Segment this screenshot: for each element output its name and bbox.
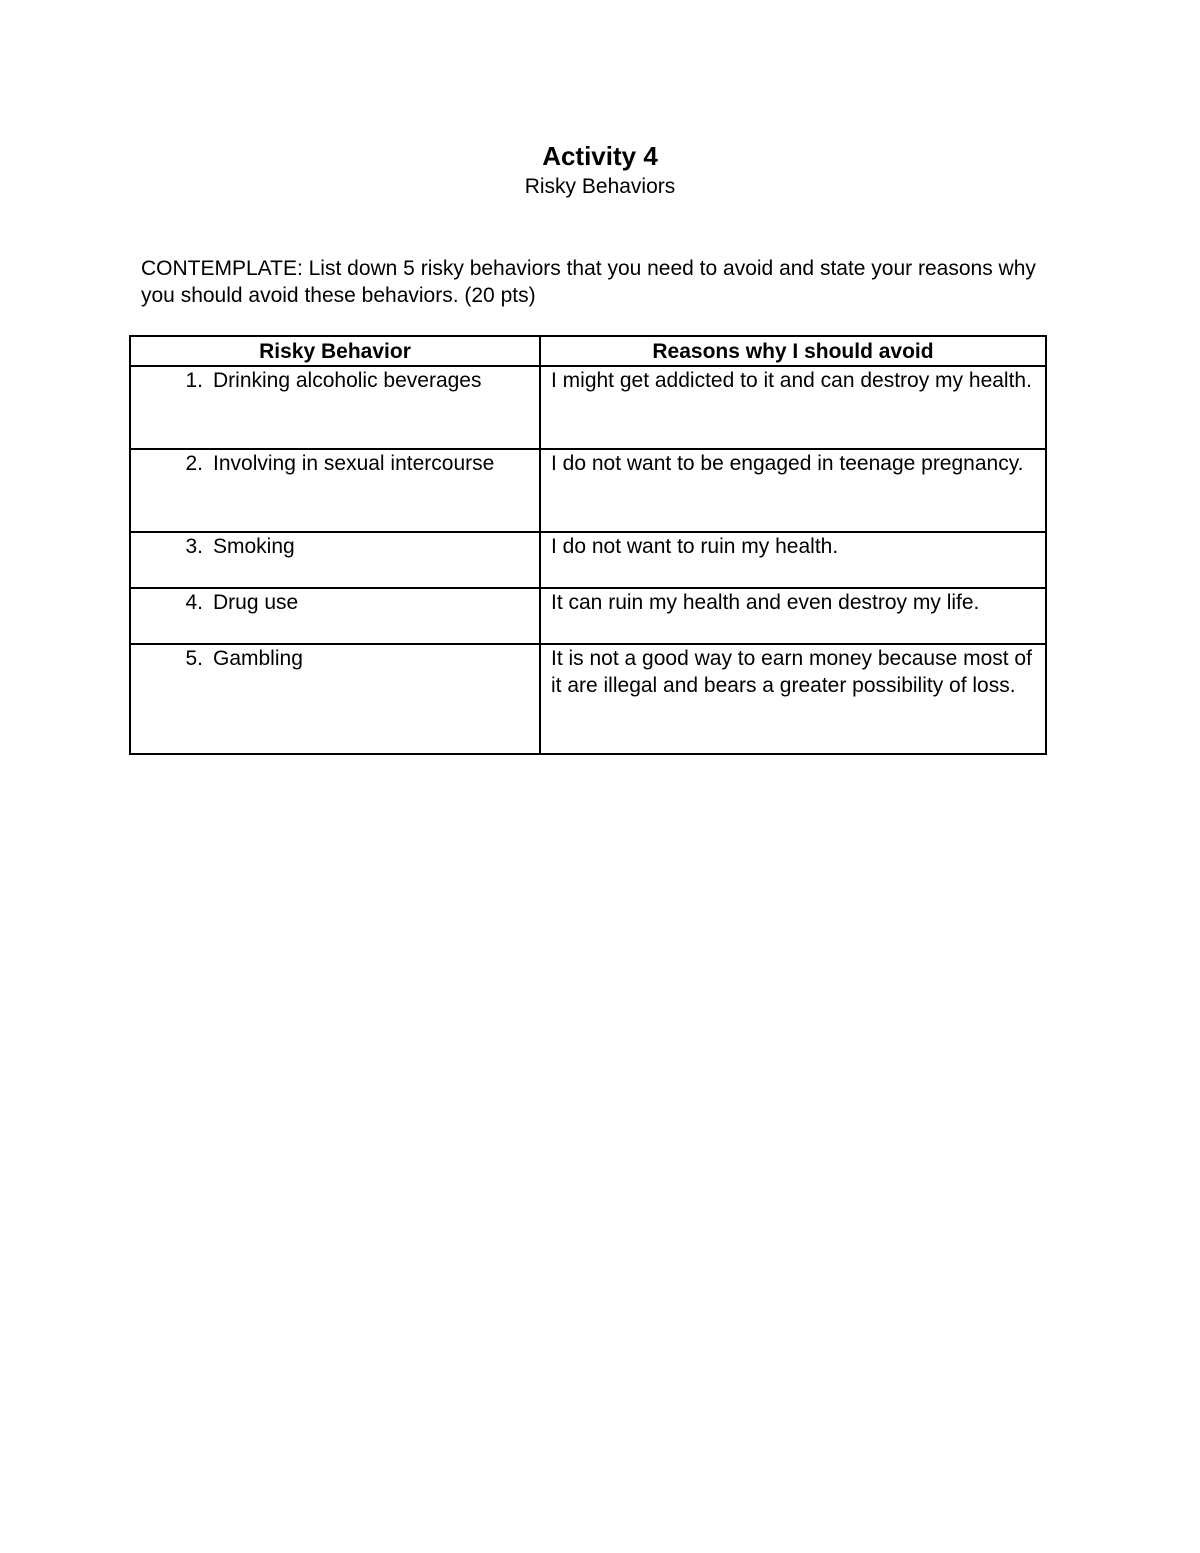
behavior-text: Drug use (213, 591, 299, 614)
behavior-cell (130, 588, 540, 644)
risky-behavior-table (129, 335, 1047, 755)
reason-cell: It can ruin my health and even destroy my life. (540, 588, 1046, 644)
instructions-paragraph: CONTEMPLATE: List down 5 risky behaviors that you need to avoid and state your reasons why you should avoid these behaviors. (20 pts) (141, 257, 1036, 307)
document-title: Activity 4 (542, 141, 658, 171)
reason-cell: It is not a good way to earn money because most of it are illegal and bears a greater possibility of loss. (540, 644, 1046, 754)
item-number: 3. (185, 535, 203, 558)
header-risky-behavior: Risky Behavior (130, 336, 540, 366)
table-header-row (130, 336, 1046, 366)
behavior-cell (130, 532, 540, 588)
header-reasons: Reasons why I should avoid (540, 336, 1046, 366)
reason-cell: I do not want to ruin my health. (540, 532, 1046, 588)
table-row (130, 532, 1046, 588)
item-number: 4. (185, 591, 203, 614)
reason-cell: I do not want to be engaged in teenage pregnancy. (540, 449, 1046, 532)
table-row (130, 366, 1046, 449)
behavior-cell (130, 644, 540, 754)
reason-cell: I might get addicted to it and can destroy my health. (540, 366, 1046, 449)
behavior-text: Drinking alcoholic beverages (213, 369, 482, 392)
behavior-text: Smoking (213, 535, 295, 558)
behavior-cell (130, 366, 540, 449)
document-subtitle: Risky Behaviors (524, 175, 676, 198)
behavior-cell (130, 449, 540, 532)
item-number: 2. (185, 452, 203, 475)
behavior-text: Involving in sexual intercourse (213, 452, 495, 475)
item-number: 1. (185, 369, 203, 392)
table-row (130, 588, 1046, 644)
item-number: 5. (185, 647, 203, 670)
table-row (130, 449, 1046, 532)
behavior-text: Gambling (213, 647, 303, 670)
table-row (130, 644, 1046, 754)
